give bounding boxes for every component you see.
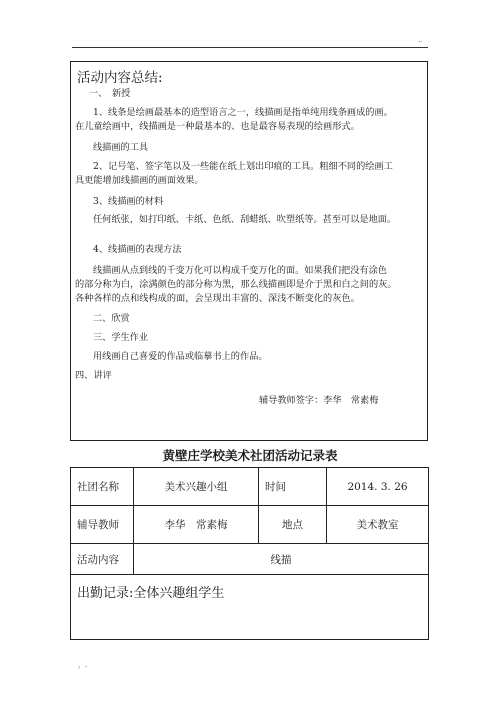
summary-line: 1、线条是绘画最基本的造型语言之一，线描画是指单纯用线条画成的画。 [93, 107, 393, 118]
teacher-value: 李华 常素梅 [134, 506, 259, 544]
summary-line: 的部分称为白，涂满颜色的部分称为黑，那么线描画即是介于黑和白之间的灰。 [75, 279, 397, 290]
summary-title: 活动内容总结: [77, 70, 163, 86]
teacher-label: 辅导教师 [71, 506, 134, 544]
activity-record-table [70, 467, 429, 640]
activity-summary-box [70, 61, 428, 441]
time-label: 时间 [259, 468, 327, 506]
footer-mark: ，. [78, 661, 88, 669]
summary-line: 一、 新授 [89, 88, 131, 99]
place-label: 地点 [259, 506, 327, 544]
club-name-label: 社团名称 [71, 468, 134, 506]
header-mark: .. [418, 36, 423, 44]
summary-line: 在儿童绘画中，线描画是一种最基本的、也是最容易表现的绘画形式。 [75, 121, 360, 132]
content-value: 线描 [134, 544, 429, 575]
summary-line: 3、线描画的材料 [93, 196, 164, 207]
summary-line: 线描画从点到线的千变万化可以构成千变万化的面。如果我们把没有涂色 [93, 265, 387, 276]
time-value: 2014. 3. 26 [327, 468, 429, 506]
summary-line: 四、讲评 [75, 370, 112, 381]
summary-line: 用线画自己喜爱的作品或临摹书上的作品。 [93, 351, 268, 362]
place-value: 美术教室 [327, 506, 429, 544]
summary-line: 三、学生作业 [93, 332, 149, 343]
summary-line: 线描画的工具 [93, 142, 149, 153]
header-rule [72, 47, 428, 48]
summary-line: 任何纸张，如打印纸、卡纸、色纸、刮蜡纸、吹塑纸等。甚至可以是地面。 [93, 214, 397, 225]
summary-line: 各种各样的点和线构成的面，会呈现出丰富的、深浅不断变化的灰色。 [75, 293, 360, 304]
attendance-record: 出勤记录:全体兴趣组学生 [71, 575, 429, 640]
teacher-signature: 辅导教师签字：李华 常素梅 [259, 395, 379, 406]
summary-line: 二、欣赏 [93, 313, 130, 324]
form-title: 黄壁庄学校美术社团活动记录表 [162, 448, 338, 463]
club-name-value: 美术兴趣小组 [134, 468, 259, 506]
summary-line: 2、记号笔、签字笔以及一些能在纸上划出印痕的工具。粗细不同的绘画工 [93, 161, 393, 172]
content-label: 活动内容 [71, 544, 134, 575]
summary-line: 4、线描画的表现方法 [93, 244, 182, 255]
summary-line: 具更能增加线描画的画面效果。 [75, 175, 204, 186]
